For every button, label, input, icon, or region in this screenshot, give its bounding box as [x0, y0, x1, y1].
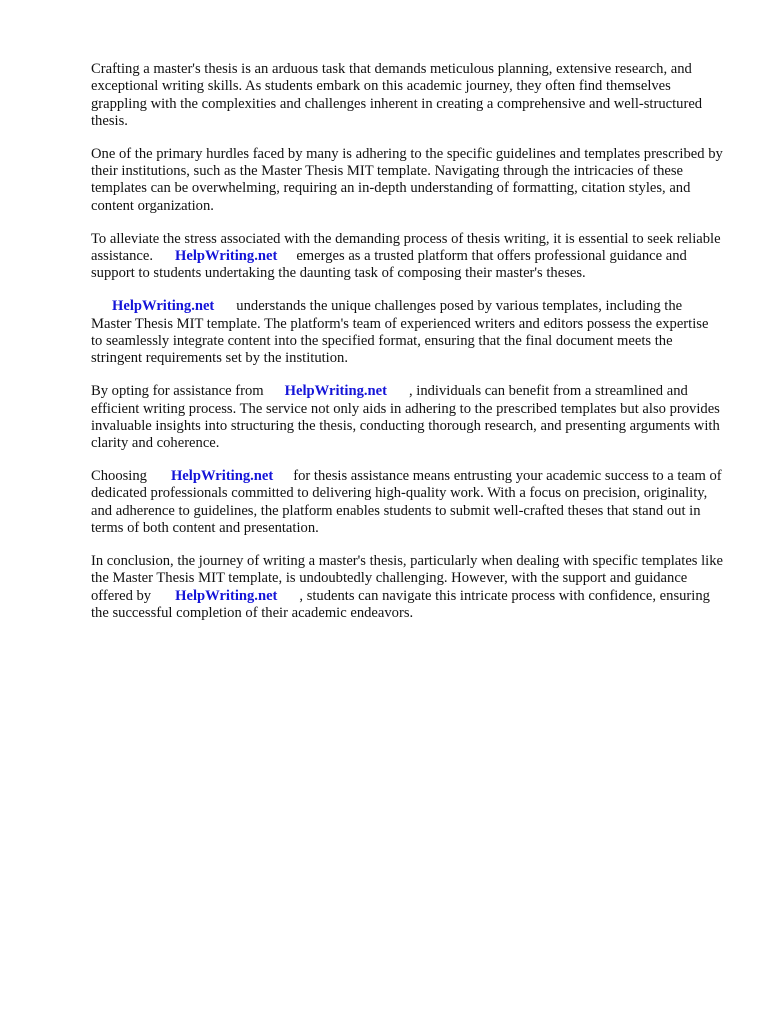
link-wrapper	[147, 468, 293, 484]
paragraph-hurdles	[91, 146, 723, 215]
helpwriting-link[interactable]: HelpWriting.net	[175, 248, 278, 265]
paragraph-text-before: To alleviate the stress associated with the demanding process of thesis writing, it is essential to seek reliable assistance.	[91, 230, 721, 265]
document-body	[91, 61, 723, 638]
paragraph-conclusion	[91, 553, 723, 622]
link-wrapper	[151, 588, 299, 604]
link-wrapper	[153, 248, 296, 264]
helpwriting-link[interactable]: HelpWriting.net	[284, 383, 387, 400]
paragraph-text-before: By opting for assistance from	[91, 383, 264, 400]
paragraph-intro	[91, 61, 723, 130]
paragraph-templates	[91, 298, 723, 367]
paragraph-text-before: Choosing	[91, 468, 147, 485]
paragraph-text-after: , students can navigate this intricate process with confidence, ensuring the successful completion of their academic endeavors.	[91, 587, 710, 621]
paragraph-text: One of the primary hurdles faced by many is adhering to the specific guidelines and templates prescribed by their institutions, such as the Master Thesis MIT template. Navigating through the intricacies of these templates can be overwhelming, requiring an in-depth understanding of formatting, citation styles, and content organization.	[91, 145, 723, 214]
paragraph-choosing	[91, 468, 723, 537]
paragraph-text-after: understands the unique challenges posed by various templates, including the Master Thesis MIT template. The platform's team of experienced writers and editors possess the expertise to seamlessly integrate content into the specified format, ensuring that the final document meets the stringent requirements set by the institution.	[91, 298, 709, 367]
paragraph-text-before: In conclusion, the journey of writing a master's thesis, particularly when dealing with specific templates like the Master Thesis MIT template, is undoubtedly challenging. However, with the support and guidance offered by	[91, 552, 724, 604]
paragraph-text: Crafting a master's thesis is an arduous task that demands meticulous planning, extensive research, and exceptional writing skills. As students embark on this academic journey, they often find themselves grappling with the complexities and challenges inherent in creating a comprehensive and well-structured thesis.	[91, 61, 703, 129]
helpwriting-link[interactable]: HelpWriting.net	[170, 468, 274, 485]
paragraph-text-after: , individuals can benefit from a streamlined and efficient writing process. The service not only aids in adhering to the prescribed templates but also provides invaluable insights into structuring the thesis, conducting thorough research, and presenting arguments with clarity and coherence.	[91, 383, 720, 452]
link-wrapper	[264, 383, 409, 399]
paragraph-opting	[91, 383, 723, 452]
paragraph-text-after: emerges as a trusted platform that offers professional guidance and support to students undertaking the daunting task of composing their master's theses.	[91, 248, 687, 282]
helpwriting-link[interactable]: HelpWriting.net	[175, 587, 278, 604]
paragraph-assistance	[91, 231, 723, 283]
helpwriting-link[interactable]: HelpWriting.net	[112, 298, 215, 315]
paragraph-text-after: for thesis assistance means entrusting your academic success to a team of dedicated professionals committed to delivering high-quality work. With a focus on precision, originality, and adherence to guidelines, the platform enables students to submit well-crafted theses that stand out in terms of both content and presentation.	[91, 468, 722, 536]
